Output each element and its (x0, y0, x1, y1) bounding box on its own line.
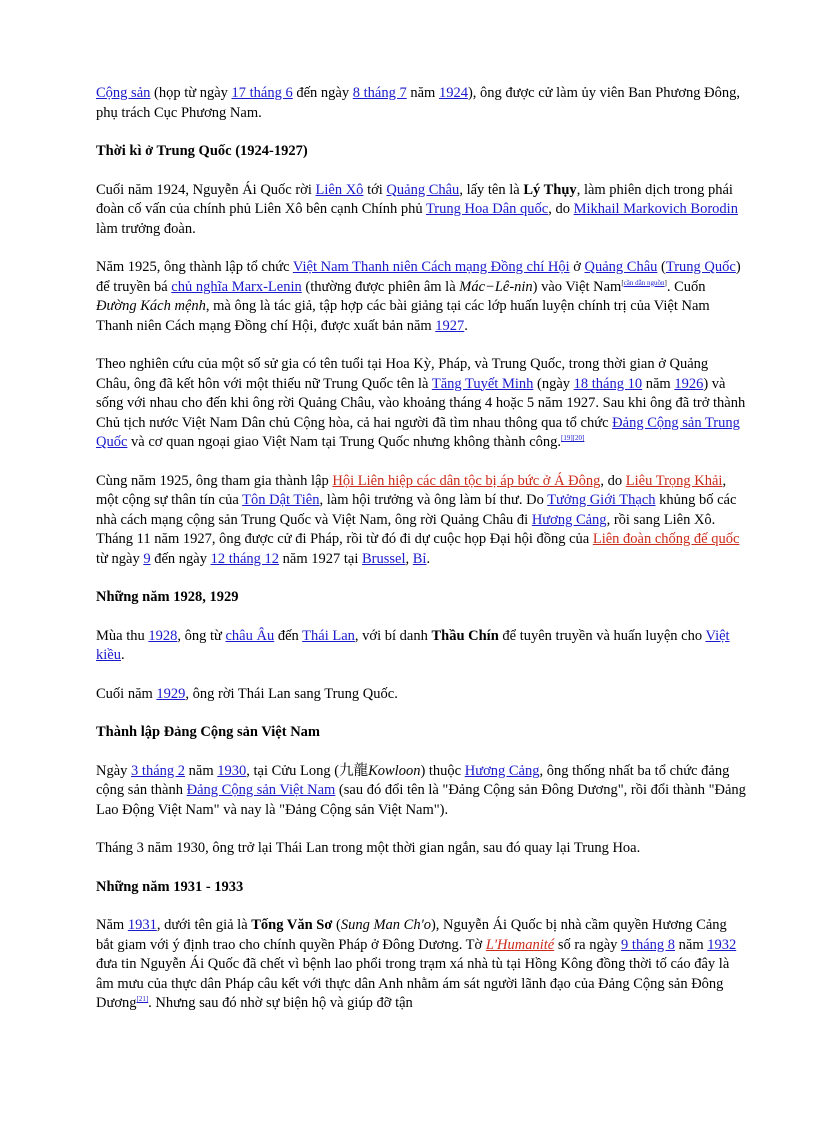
text: đến (274, 627, 303, 644)
link-9-thang-8[interactable]: 9 tháng 8 (621, 936, 676, 953)
text: , mà ông là tác giả, tập hợp các bài giảng tại các lớp huấn luyện chính trị của Việt Nam Thanh niên Cách mạng Đồng chí Hội, được xuất bản năm (96, 298, 710, 334)
text: ) và sống với nhau cho đến khi ông rời Quảng Châu, vào khoảng tháng 4 hoặc 5 năm 1927. Sau khi ông đã trở thành Chủ tịch nước Việt Nam Dân chủ Cộng hòa, cả hai người đã tìm nhau thông qua tổ chức (96, 375, 746, 431)
text: Tháng 3 năm 1930, ông trở lại Thái Lan trong một thời gian ngắn, sau đó quay lại Trung Hoa. (96, 840, 641, 856)
text: năm 1927 tại (279, 550, 363, 567)
text: (sau đó đổi tên là "Đảng Cộng sản Đông Dương", rồi đổi thành "Đảng Lao Động Việt Nam" và nay là "Đảng Cộng sản Việt Nam"). (96, 782, 746, 818)
link-thai-lan[interactable]: Thái Lan (302, 627, 355, 644)
text: để tuyên truyền và huấn luyện cho (498, 627, 706, 644)
link-lieu-trong-khai[interactable]: Liêu Trọng Khải (625, 472, 723, 489)
text: . (464, 317, 468, 334)
text: và cơ quan ngoại giao Việt Nam tại Trung Quốc nhưng không thành công. (127, 434, 562, 450)
text: Năm (96, 917, 128, 933)
bold-tong-van-so: Tống Văn Sơ (251, 917, 333, 933)
text: đến ngày (292, 85, 353, 101)
bold-thau-chin: Thầu Chín (431, 627, 499, 644)
italic-sung-man-cho: Sung Man Ch'o (340, 917, 431, 933)
text: . Nhưng sau đó nhờ sự biện hộ và giúp đỡ tận (148, 995, 413, 1011)
link-3-thang-2[interactable]: 3 tháng 2 (131, 762, 186, 779)
link-1930[interactable]: 1930 (217, 762, 247, 779)
link-borodin[interactable]: Mikhail Markovich Borodin (573, 201, 738, 217)
text: năm (406, 85, 439, 101)
text: (thường được phiên âm là (301, 278, 460, 295)
link-viet-kieu[interactable]: Việt kiều (96, 627, 730, 663)
text: Ngày (96, 762, 132, 779)
text: , ông thống nhất ba tổ chức đảng cộng sản thành (96, 762, 730, 798)
link-12-thang-12[interactable]: 12 tháng 12 (210, 550, 280, 567)
link-8-thang-7[interactable]: 8 tháng 7 (352, 85, 407, 101)
text: . (120, 647, 125, 663)
text: đưa tin Nguyễn Ái Quốc đã chết vì bệnh lao phổi trong trạm xá nhà tù tại Hồng Kông đồng thời tố cáo đây là âm mưu của thực dân Pháp câu kết với thực dân Anh nhằm ám sát người lãnh đạo của Đảng Cộng sản Đông Dương (96, 956, 730, 1011)
link-lhumanite[interactable]: L'Humanité (485, 936, 555, 953)
text: từ ngày (96, 550, 144, 567)
link-18-thang-10[interactable]: 18 tháng 10 (573, 375, 643, 392)
text: Cuối năm 1924, Nguyễn Ái Quốc rời (96, 181, 316, 198)
link-lien-xo[interactable]: Liên Xô (315, 181, 364, 198)
link-lien-doan[interactable]: Liên đoàn chống đế quốc (592, 531, 740, 547)
text: , do (548, 201, 574, 217)
text: ) để truyền bá (96, 259, 741, 295)
italic-duong-kach-menh: Đường Kách mệnh (96, 298, 206, 314)
text: Năm 1925, ông thành lập tổ chức (96, 259, 293, 275)
text: , rồi sang Liên Xô. Tháng 11 năm 1927, ông được cử đi Pháp, rồi từ đó đi dự cuộc họp Đại hội đồng của (96, 511, 716, 547)
text: (họp từ ngày (150, 85, 232, 101)
text: khủng bố các nhà cách mạng cộng sản Trung Quốc và Việt Nam, ông rời Quảng Châu đi (96, 492, 737, 528)
link-cong-san[interactable]: Cộng sản (96, 85, 151, 101)
text: ) vào Việt Nam (532, 278, 622, 295)
link-17-thang-6[interactable]: 17 tháng 6 (231, 85, 293, 101)
link-1928[interactable]: 1928 (148, 627, 178, 644)
paragraph-comintern (96, 84, 746, 123)
document-page (96, 84, 746, 1033)
link-1927[interactable]: 1927 (435, 317, 465, 334)
citation-link[interactable]: cần dẫn nguồn (623, 278, 665, 287)
text: năm (642, 375, 675, 392)
text: , làm hội trưởng và ông làm bí thư. Do (319, 492, 548, 508)
text: , do (600, 472, 626, 489)
heading-china-period: Thời kì ở Trung Quốc (1924-1927) (96, 143, 308, 159)
link-dcs-trung-quoc[interactable]: Đảng Cộng sản Trung Quốc (96, 414, 740, 450)
paragraph-1929 (96, 685, 746, 705)
citation-needed: [cần dẫn nguồn] (621, 278, 667, 287)
link-quang-chau[interactable]: Quảng Châu (386, 181, 460, 198)
text: . (426, 550, 431, 567)
link-huong-cang[interactable]: Hương Cảng (464, 762, 540, 779)
text: Theo nghiên cứu của một số sử gia có tên tuổi tại Hoa Kỳ, Pháp, và Trung Quốc, trong thời gian ở Quảng Châu, ông đã kết hôn với một thiếu nữ Trung Quốc tên là (96, 356, 709, 392)
text: làm trưởng đoàn. (96, 220, 196, 237)
link-tang-tuyet-minh[interactable]: Tăng Tuyết Minh (431, 375, 534, 392)
heading-1931-1933: Những năm 1931 - 1933 (96, 878, 244, 895)
link-vn-thanh-nien[interactable]: Việt Nam Thanh niên Cách mạng Đồng chí Hội (292, 259, 570, 275)
link-9[interactable]: 9 (143, 550, 151, 567)
text: (ngày (533, 375, 574, 392)
link-1931[interactable]: 1931 (127, 917, 157, 933)
link-quang-chau[interactable]: Quảng Châu (584, 259, 658, 275)
text: , (405, 550, 413, 567)
paragraph-marriage (96, 355, 746, 453)
italic-kowloon: Kowloon (368, 762, 421, 779)
text: tới (363, 181, 387, 198)
paragraph-arrest (96, 916, 746, 1014)
text: ) thuộc (420, 762, 465, 779)
text: , ông rời Thái Lan sang Trung Quốc. (185, 685, 398, 702)
text: ), ông được cử làm ủy viên Ban Phương Đông, phụ trách Cục Phương Nam. (96, 85, 741, 121)
link-1929[interactable]: 1929 (156, 685, 186, 702)
text: , lấy tên là (459, 181, 524, 198)
link-1932[interactable]: 1932 (707, 936, 737, 953)
link-ton-dat-tien[interactable]: Tôn Dật Tiên (242, 492, 320, 508)
citation-21 (137, 995, 149, 1003)
link-tuong-gioi-thach[interactable]: Tưởng Giới Thạch (547, 492, 656, 508)
citation-link[interactable]: [19][20] (561, 434, 585, 442)
text: , với bí danh (354, 627, 432, 644)
link-1926[interactable]: 1926 (674, 375, 704, 392)
italic-mac-le-nin: Mác−Lê-nin (459, 278, 533, 295)
text: số ra ngày (554, 936, 622, 953)
text: ), Nguyễn Ái Quốc bị nhà cầm quyền Hương Cảng bắt giam với ý định trao cho chính quyền Pháp ở Đông Dương. Tờ (96, 917, 727, 953)
link-marx-lenin[interactable]: chủ nghĩa Marx-Lenin (171, 278, 302, 295)
paragraph-founding (96, 762, 746, 821)
paragraph-league (96, 472, 746, 570)
text: ( (332, 917, 341, 933)
bold-ly-thuy: Lý Thụy (523, 181, 577, 198)
link-huong-cang[interactable]: Hương Cảng (531, 511, 607, 528)
citation-19-20 (561, 434, 584, 442)
text: , một cộng sự thân tín của (96, 472, 727, 508)
text: Mùa thu (96, 627, 149, 644)
text: . Cuốn (666, 278, 706, 295)
link-trung-hoa-dan-quoc[interactable]: Trung Hoa Dân quốc (425, 201, 549, 217)
heading-party-founding: Thành lập Đảng Cộng sản Việt Nam (96, 724, 320, 740)
paragraph-thailand (96, 627, 746, 666)
text: năm (185, 762, 218, 779)
text: , làm phiên dịch trong phái đoàn cố vấn của chính phủ Liên Xô bên cạnh Chính phủ (96, 181, 733, 217)
link-chau-au[interactable]: châu Âu (225, 627, 275, 644)
text: Cuối năm (96, 685, 157, 702)
link-1924[interactable]: 1924 (438, 85, 468, 101)
paragraph-return (96, 839, 746, 859)
citation-link[interactable]: [21] (136, 995, 149, 1003)
link-brussel[interactable]: Brussel (362, 550, 406, 567)
text: ( (657, 259, 666, 275)
link-hoi-lien-hiep[interactable]: Hội Liên hiệp các dân tộc bị áp bức ở Á Đông (332, 472, 601, 489)
link-bi[interactable]: Bỉ (412, 550, 427, 567)
text: , tại Cửu Long (九龍 (246, 762, 369, 779)
text: ở (569, 259, 585, 275)
text: Cùng năm 1925, ông tham gia thành lập (96, 472, 333, 489)
heading-1928-1929: Những năm 1928, 1929 (96, 589, 239, 605)
link-dcs-viet-nam[interactable]: Đảng Cộng sản Việt Nam (186, 782, 336, 798)
link-trung-quoc[interactable]: Trung Quốc (665, 259, 736, 275)
text: , ông từ (177, 627, 226, 644)
text: , dưới tên giả là (156, 917, 252, 933)
paragraph-thanh-nien (96, 258, 746, 336)
text: đến ngày (150, 550, 211, 567)
paragraph-guangzhou (96, 181, 746, 240)
text: năm (675, 936, 708, 953)
